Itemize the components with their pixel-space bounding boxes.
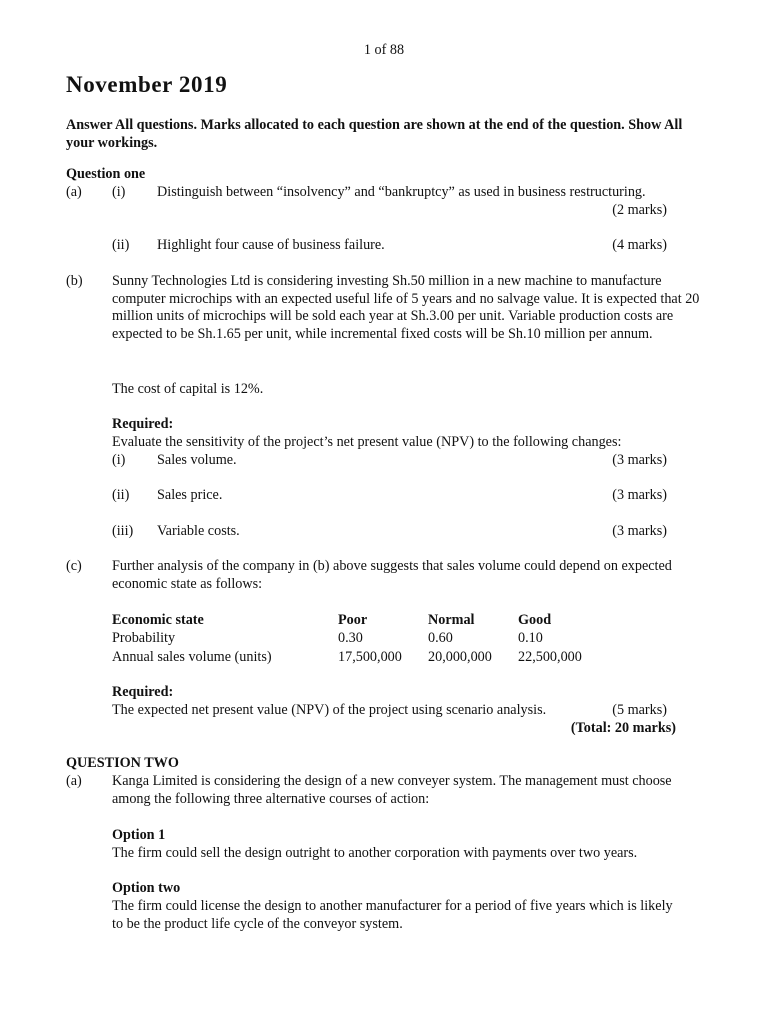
q1b-ii-marks: (3 marks): [612, 487, 667, 503]
table-cell: Probability: [112, 630, 176, 646]
q2a-paragraph: Kanga Limited is considering the design of a new conveyer system. The management must choose among the following three alternative courses of action:: [112, 773, 672, 807]
table-cell: 0.30: [338, 630, 363, 646]
q1-total-marks: (Total: 20 marks): [570, 720, 676, 736]
q1b-required-text: Evaluate the sensitivity of the project’s net present value (NPV) to the following changes:: [112, 434, 622, 450]
question-one-heading: Question one: [66, 166, 146, 182]
q1a-ii-text: Highlight four cause of business failure.: [157, 237, 385, 253]
table-header-normal: Normal: [428, 612, 475, 628]
q1c-paragraph: Further analysis of the company in (b) above suggests that sales volume could depend on expected economic state as follows:: [112, 558, 672, 592]
table-header-economic-state: Economic state: [112, 612, 204, 628]
q1c-required-text: The expected net present value (NPV) of the project using scenario analysis.: [112, 702, 547, 718]
table-cell: 17,500,000: [338, 649, 402, 665]
q1b-iii-label: (iii): [112, 523, 134, 539]
q1b-required-label: Required:: [112, 416, 174, 432]
q1c-required-label: Required:: [112, 684, 174, 700]
q1b-i-label: (i): [112, 452, 126, 468]
q1-part-a-label: (a): [66, 184, 82, 200]
q1a-ii-marks: (4 marks): [612, 237, 667, 253]
q1b-ii-label: (ii): [112, 487, 130, 503]
q1b-i-text: Sales volume.: [157, 452, 237, 468]
q2a-option-2-text: The firm could license the design to another manufacturer for a period of five years which is likely to be the product life cycle of the conveyor system.: [112, 898, 673, 932]
table-cell: 0.10: [518, 630, 543, 646]
q1b-paragraph: Sunny Technologies Ltd is considering investing Sh.50 million in a new machine to manufacture computer microchips with an expected useful life of 5 years and no salvage value. It is expected that 20 million units of microchips will be sold each year at Sh.3.00 per unit. Variable production costs are expected to be Sh.1.65 per unit, while incremental fixed costs will be Sh.10 million per annum.: [112, 273, 700, 342]
instructions: Answer All questions. Marks allocated to each question are shown at the end of the question. Show All your workings.: [66, 117, 683, 151]
q1-part-c-label: (c): [66, 558, 82, 574]
q1b-cost-of-capital: The cost of capital is 12%.: [112, 381, 264, 397]
q1b-iii-marks: (3 marks): [612, 523, 667, 539]
q1b-i-marks: (3 marks): [612, 452, 667, 468]
table-cell: 22,500,000: [518, 649, 582, 665]
q1b-iii-text: Variable costs.: [157, 523, 240, 539]
q1b-ii-text: Sales price.: [157, 487, 223, 503]
page-title: November 2019: [66, 72, 228, 97]
table-cell: 0.60: [428, 630, 453, 646]
q1a-i-label: (i): [112, 184, 126, 200]
q1a-i-marks: (2 marks): [612, 202, 667, 218]
q1a-ii-label: (ii): [112, 237, 130, 253]
q1c-marks: (5 marks): [612, 702, 667, 718]
q2a-option-1-title: Option 1: [112, 827, 166, 843]
table-header-poor: Poor: [338, 612, 368, 628]
q2a-option-2-title: Option two: [112, 880, 181, 896]
q1a-i-text: Distinguish between “insolvency” and “bankruptcy” as used in business restructuring.: [157, 184, 646, 200]
question-two-heading: QUESTION TWO: [66, 755, 179, 771]
table-cell: 20,000,000: [428, 649, 492, 665]
table-cell: Annual sales volume (units): [112, 649, 272, 665]
q2-part-a-label: (a): [66, 773, 82, 789]
q2a-option-1-text: The firm could sell the design outright to another corporation with payments over two years.: [112, 845, 638, 861]
q1-part-b-label: (b): [66, 273, 83, 289]
table-header-good: Good: [518, 612, 552, 628]
page-counter: 1 of 88: [363, 42, 405, 58]
